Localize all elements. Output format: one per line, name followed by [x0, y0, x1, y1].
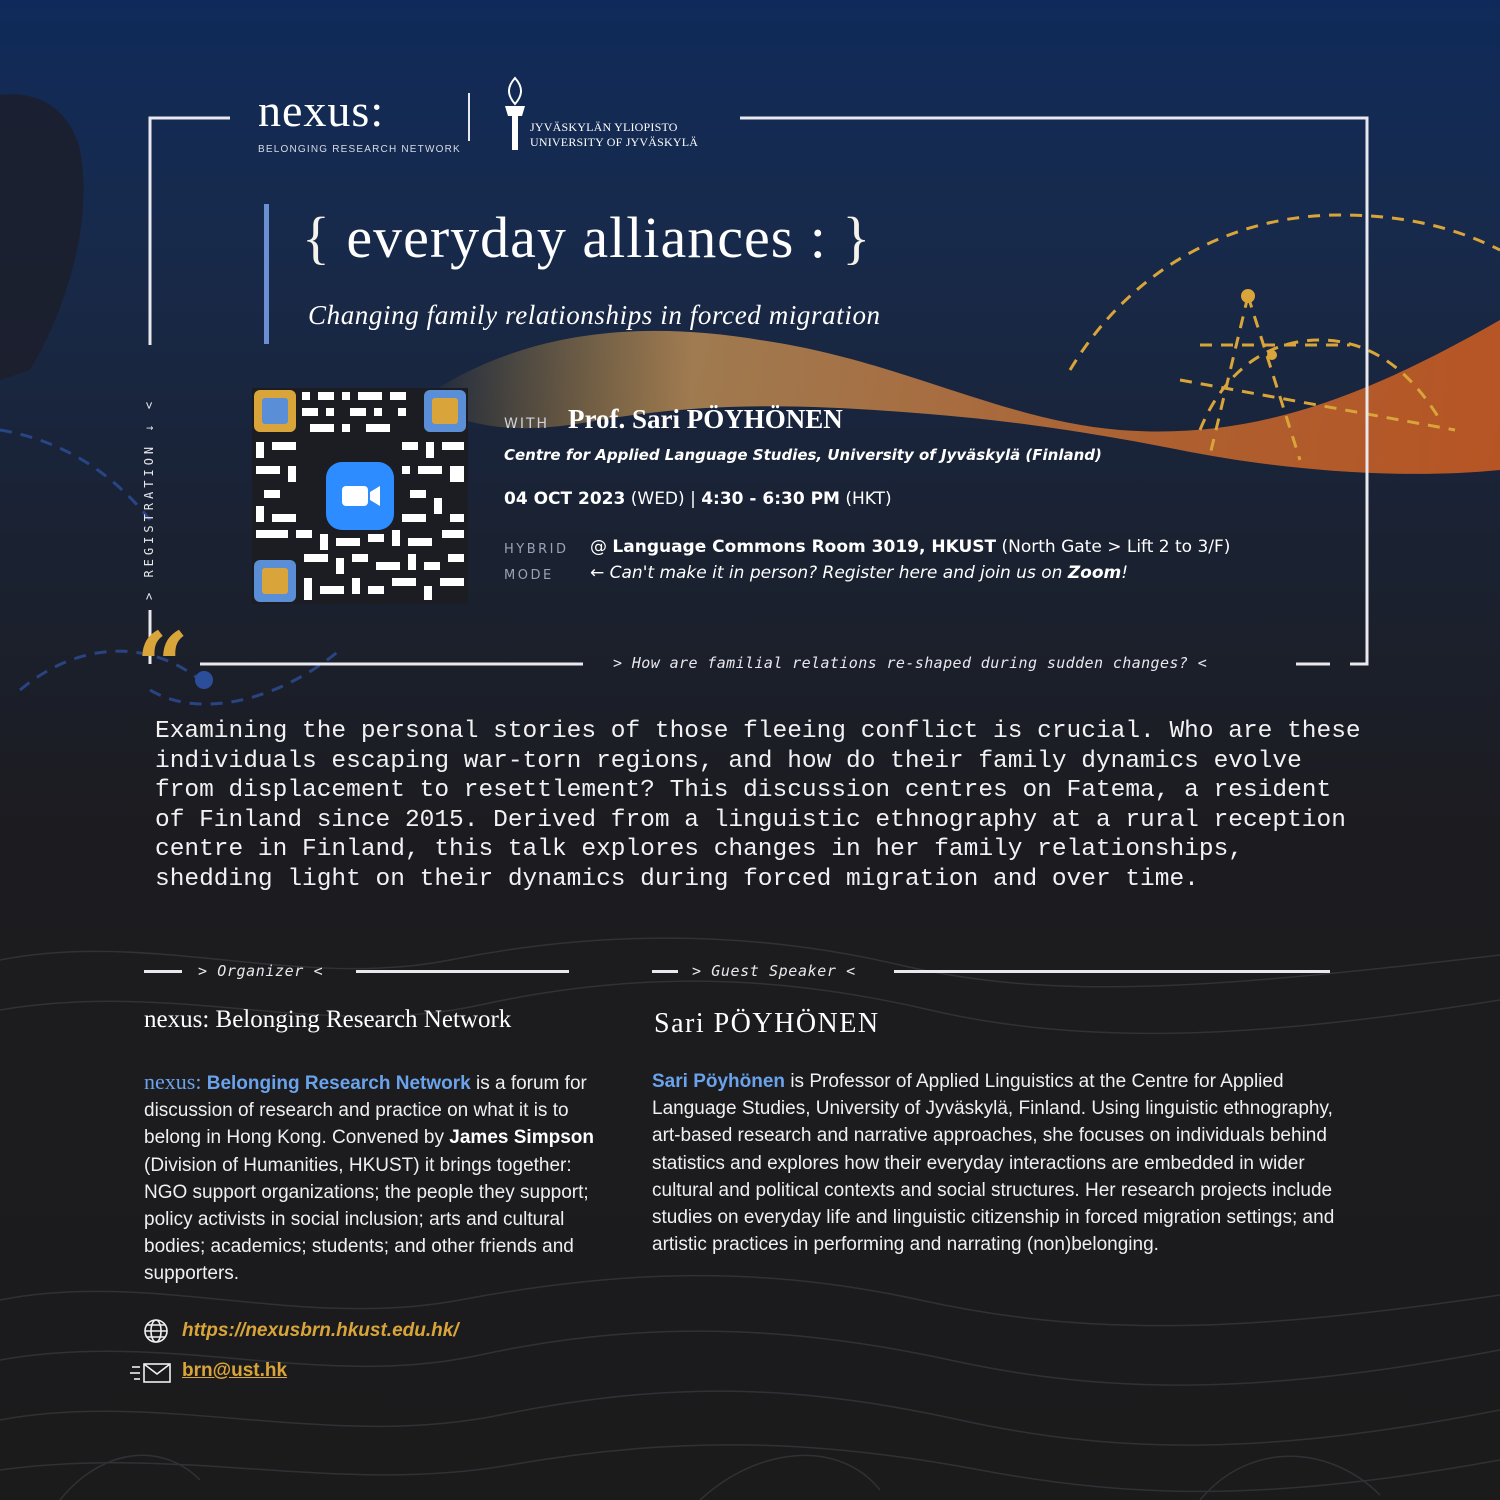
event-day: (WED) — [630, 489, 685, 509]
organizer-desc-logo: nexus: — [144, 1069, 202, 1094]
speaker-name: Prof. Sari PÖYHÖNEN — [568, 404, 843, 434]
mode-label: MODE — [504, 568, 554, 583]
event-title — [302, 204, 871, 271]
organizer-section-label: > Organizer < — [198, 962, 324, 980]
guest-name: Sari PÖYHÖNEN — [654, 1008, 880, 1039]
guest-desc-text: is Professor of Applied Linguistics at the Centre for Applied Language Studies, University of Jyväskylä, Finland. Using linguistic ethnography, art-based research and narrative approaches, she focuses on individuals behind statistics and explores how their everyday interactions are embedded in wider cultural and political contexts and social structures. Her research projects include studies on everyday life and linguistic citizenship in forced migration settings; and artistic practices in performing and narrating (non)belonging. — [652, 1071, 1335, 1256]
nexus-logo: nexus: — [258, 85, 385, 136]
zoom-word: Zoom — [1067, 563, 1122, 583]
email-link[interactable]: brn@ust.hk — [182, 1360, 288, 1381]
speaker-affiliation: Centre for Applied Language Studies, University of Jyväskylä (Finland) — [504, 446, 1102, 464]
registration-qr-code[interactable] — [252, 388, 468, 604]
guest-desc-name: Sari Pöyhönen — [652, 1071, 786, 1092]
nexus-logo-subtitle: BELONGING RESEARCH NETWORK — [258, 144, 461, 155]
event-date: 04 OCT 2023 — [504, 489, 626, 509]
quote-mark: “ — [136, 612, 189, 720]
venue-name: Language Commons Room 3019, HKUST — [612, 537, 997, 557]
organizer-rule-left — [144, 970, 182, 973]
university-torch-icon — [500, 74, 530, 154]
organizer-logo: nexus: — [144, 1006, 210, 1033]
email-icon — [130, 1362, 172, 1384]
university-name-finnish: JYVÄSKYLÄN YLIOPISTO — [530, 120, 678, 134]
logo-divider — [468, 93, 470, 141]
title-open-brace: { — [302, 205, 331, 270]
organizer-desc-name: Belonging Research Network — [206, 1073, 471, 1094]
organizer-description — [144, 1068, 616, 1288]
guest-description — [652, 1068, 1364, 1258]
guest-section-label: > Guest Speaker < — [692, 962, 856, 980]
organizer-desc-part2: (Division of Humanities, HKUST) it brings together: NGO support organizations; the people they support; policy activists in social inclusion; arts and cultural bodies; academics; students; and other friends and supporters. — [144, 1154, 589, 1285]
zoom-registration-line — [590, 563, 1128, 583]
title-close-brace: } — [842, 205, 872, 270]
university-name-english: UNIVERSITY OF JYVÄSKYLÄ — [530, 135, 699, 149]
guiding-question: > How are familial relations re-shaped during sudden changes? < — [613, 654, 1208, 672]
event-time: 4:30 - 6:30 PM — [701, 489, 840, 509]
guest-rule-right — [894, 970, 1330, 973]
hybrid-label: HYBRID — [504, 542, 569, 557]
organizer-rule-right — [356, 970, 569, 973]
venue-line — [590, 537, 1230, 557]
guest-rule-left — [652, 970, 678, 973]
event-datetime — [504, 489, 892, 509]
organizer-desc-part1: is a forum for discussion of research and practice on what it is to belong in Hong Kong. Convened by — [144, 1073, 587, 1149]
zoom-prefix: ← Can't make it in person? Register here and join us on — [590, 563, 1063, 583]
event-description: Examining the personal stories of those fleeing conflict is crucial. Who are these individuals escaping war-torn regions, and how do their family dynamics evolve from displacement to resettlement? This discussion centres on Fatema, a resident of Finland since 2015. Derived from a linguistic ethnography at a rural reception centre in Finland, this talk explores changes in her family relationships, shedding light on their dynamics during forced migration and over time. — [155, 718, 1361, 893]
with-label: WITH — [504, 416, 550, 432]
zoom-suffix: ! — [1121, 563, 1129, 583]
event-timezone: (HKT) — [845, 489, 892, 509]
registration-label: > REGISTRATION ↓ < — [142, 397, 156, 600]
organizer-convener: James Simpson — [449, 1127, 594, 1149]
event-subtitle: Changing family relationships in forced migration — [308, 300, 881, 330]
datetime-separator: | — [690, 489, 696, 509]
organizer-name — [144, 1006, 511, 1034]
globe-icon — [143, 1318, 171, 1346]
venue-note: (North Gate > Lift 2 to 3/F) — [1001, 537, 1231, 557]
organizer-title: Belonging Research Network — [215, 1006, 512, 1033]
title-accent-bar — [264, 204, 269, 344]
title-text: everyday alliances : — [346, 205, 827, 270]
website-link[interactable]: https://nexusbrn.hkust.edu.hk/ — [182, 1320, 459, 1341]
venue-prefix: @ — [590, 537, 607, 557]
